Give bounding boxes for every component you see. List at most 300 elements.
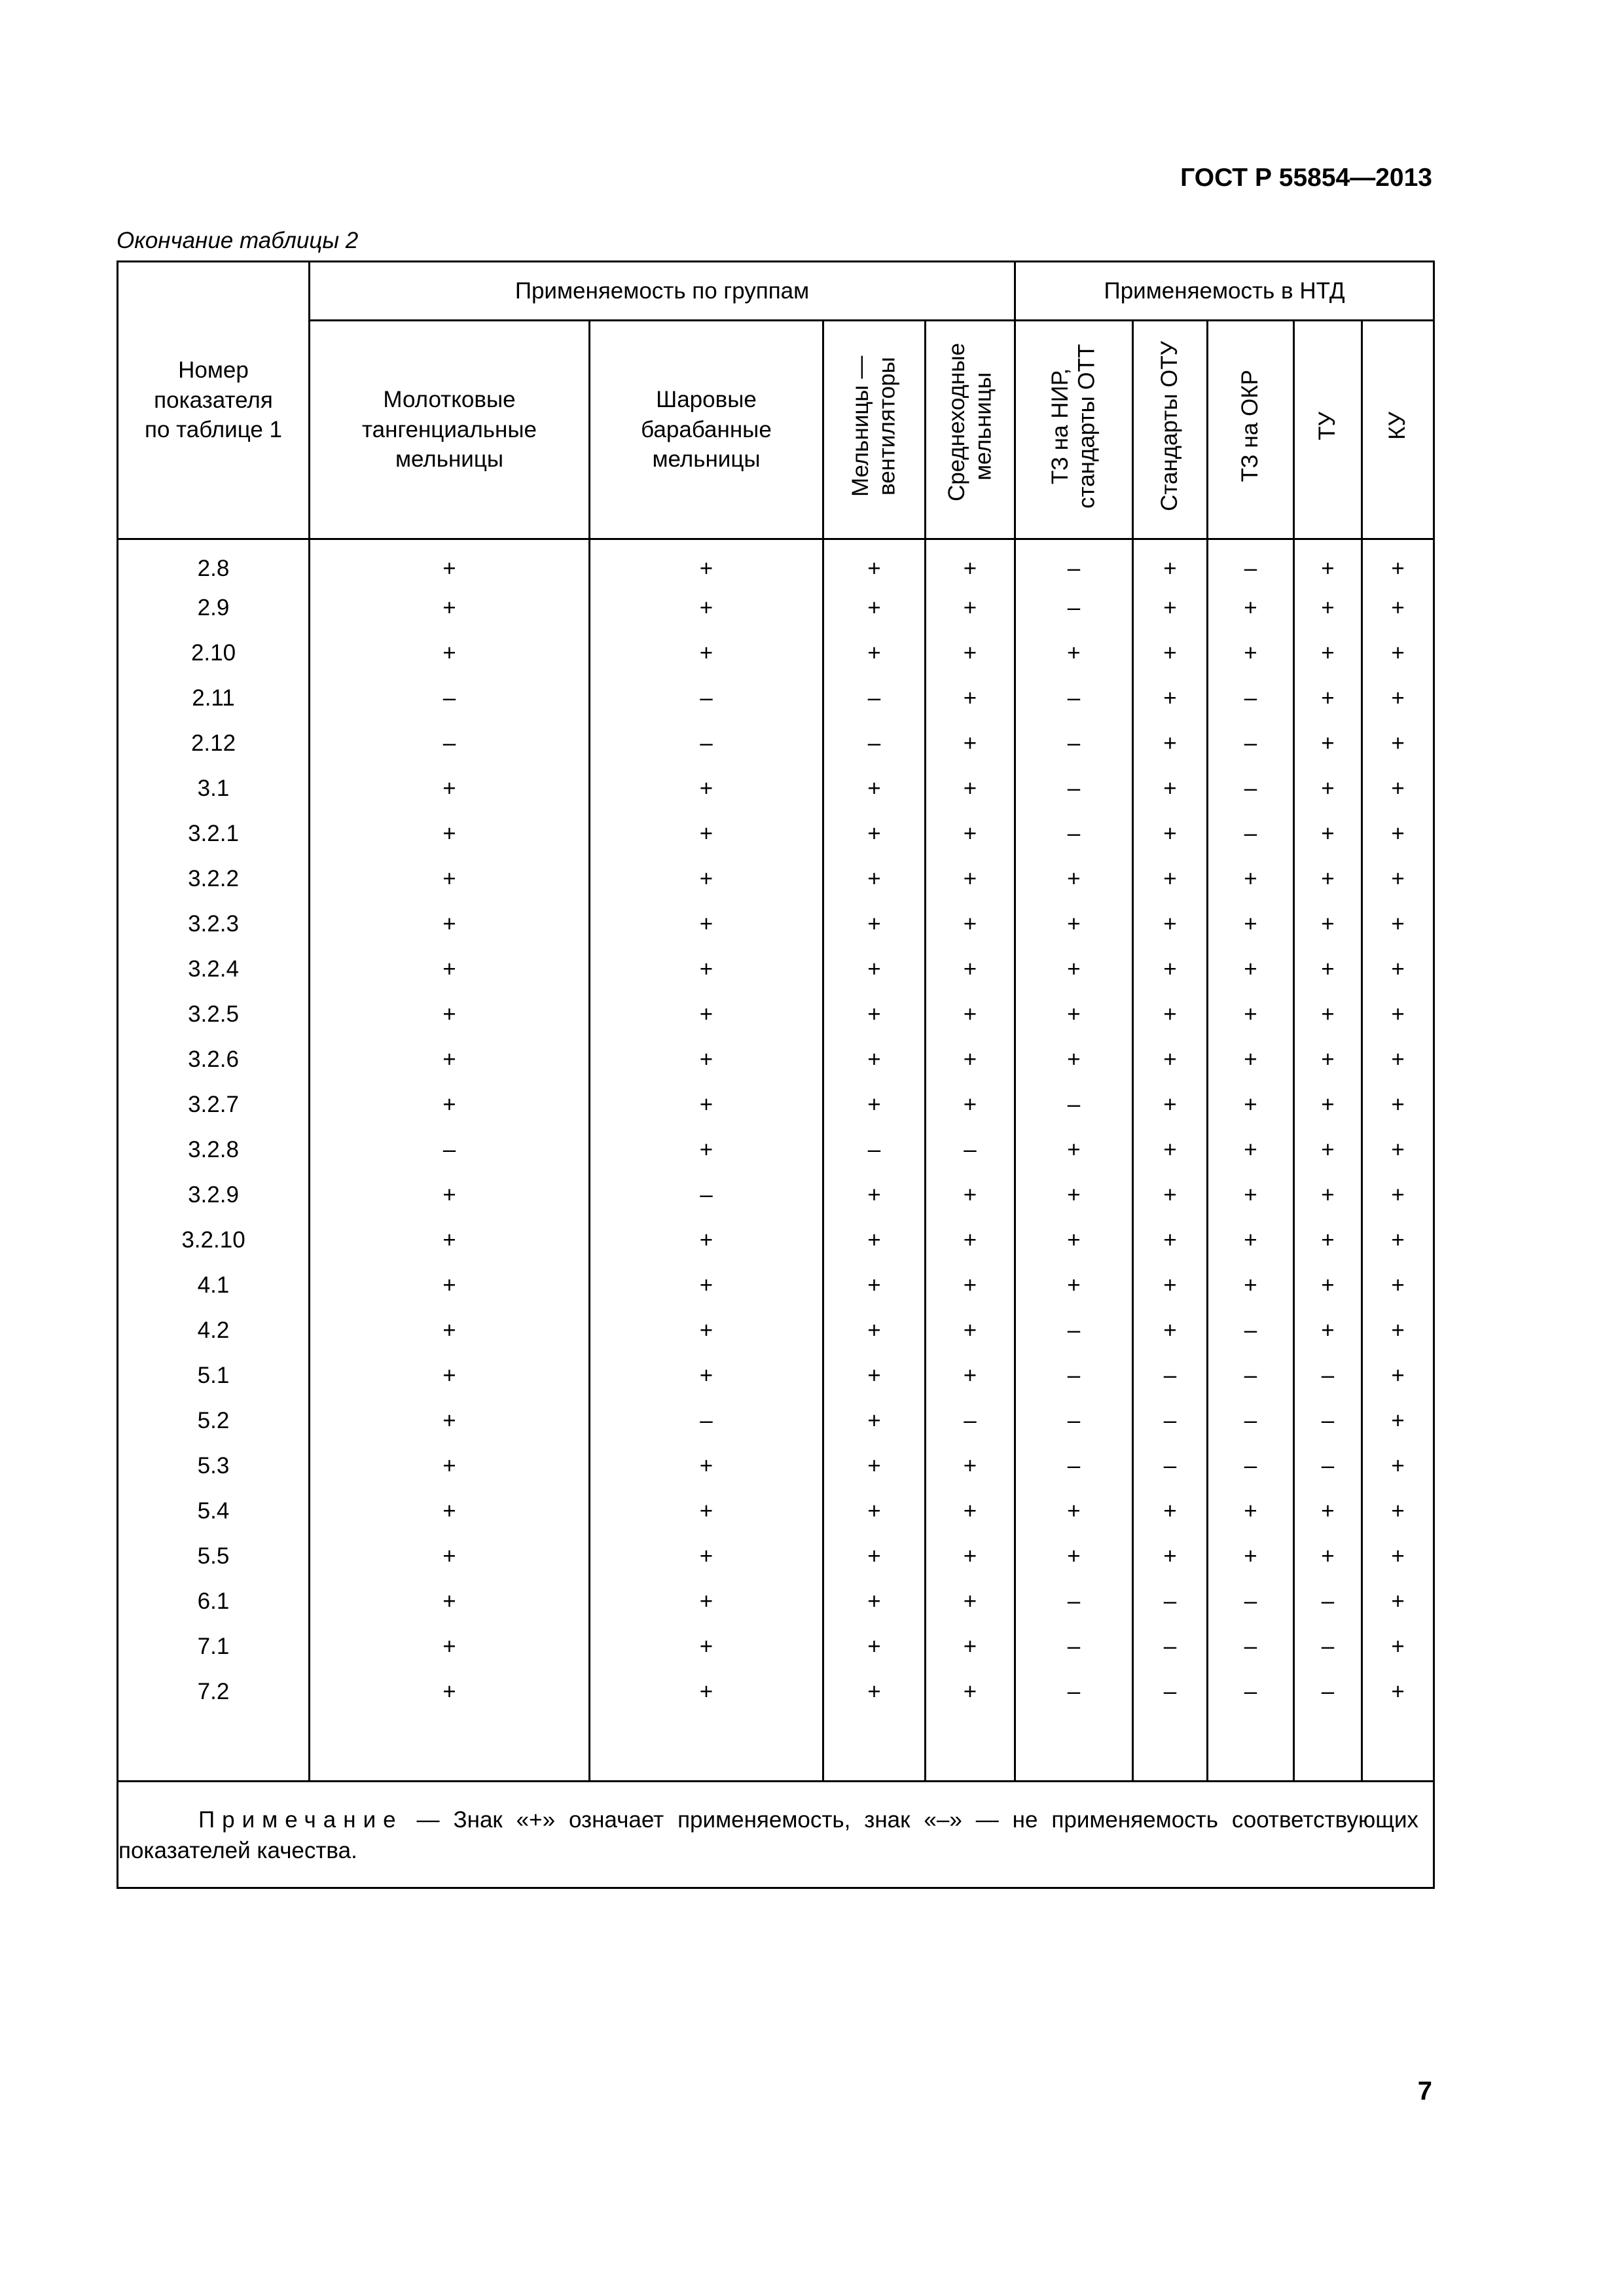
- row-index: 3.2.6: [118, 1037, 310, 1082]
- applicability-cell: +: [1133, 811, 1208, 856]
- applicability-cell: +: [1133, 992, 1208, 1037]
- applicability-cell: +: [1208, 901, 1294, 946]
- applicability-cell: –: [1133, 1579, 1208, 1624]
- applicability-cell: +: [310, 1037, 590, 1082]
- applicability-cell: +: [1294, 901, 1362, 946]
- standard-code: ГОСТ Р 55854—2013: [1180, 164, 1432, 192]
- applicability-cell: +: [1133, 1488, 1208, 1534]
- empty-cell: [823, 1714, 926, 1782]
- applicability-cell: –: [1015, 1353, 1133, 1398]
- table-row: [118, 901, 1434, 946]
- applicability-cell: +: [1015, 630, 1133, 675]
- applicability-cell: +: [1208, 1217, 1294, 1263]
- applicability-cell: +: [310, 1082, 590, 1127]
- applicability-cell: –: [1015, 721, 1133, 766]
- table-row: [118, 1443, 1434, 1488]
- applicability-cell: +: [926, 721, 1015, 766]
- applicability-cell: +: [823, 1308, 926, 1353]
- applicability-cell: +: [1208, 992, 1294, 1037]
- applicability-cell: +: [1015, 1037, 1133, 1082]
- applicability-cell: +: [823, 992, 926, 1037]
- page-number: 7: [1417, 2077, 1432, 2106]
- applicability-cell: +: [823, 766, 926, 811]
- applicability-cell: +: [1133, 856, 1208, 901]
- table-row: [118, 992, 1434, 1037]
- empty-cell: [1362, 1714, 1434, 1782]
- table-row: [118, 1669, 1434, 1714]
- applicability-cell: +: [1133, 675, 1208, 721]
- applicability-cell: +: [310, 992, 590, 1037]
- applicability-cell: +: [1133, 721, 1208, 766]
- applicability-cell: +: [1133, 1172, 1208, 1217]
- applicability-cell: +: [1362, 1217, 1434, 1263]
- applicability-cell: +: [1208, 1172, 1294, 1217]
- applicability-cell: +: [1294, 992, 1362, 1037]
- applicability-cell: +: [1015, 856, 1133, 901]
- applicability-cell: +: [1294, 675, 1362, 721]
- applicability-cell: –: [1015, 1308, 1133, 1353]
- applicability-cell: +: [1133, 1534, 1208, 1579]
- applicability-cell: +: [926, 1624, 1015, 1669]
- applicability-cell: +: [1362, 1398, 1434, 1443]
- filler-row: [118, 1714, 1434, 1782]
- applicability-cell: –: [1294, 1398, 1362, 1443]
- applicability-cell: +: [590, 1579, 823, 1624]
- row-index: 5.5: [118, 1534, 310, 1579]
- applicability-cell: +: [926, 1669, 1015, 1714]
- row-index: 5.1: [118, 1353, 310, 1398]
- col-index-header: [118, 262, 310, 539]
- applicability-cell: +: [1133, 1037, 1208, 1082]
- applicability-cell: +: [1362, 1037, 1434, 1082]
- applicability-cell: +: [926, 901, 1015, 946]
- subheader-tz-okr: ТЗ на ОКР: [1208, 321, 1294, 539]
- note-text: — Знак «+» означает применяемость, знак «–» — не применяемость соответствующих показателей качества.: [118, 1806, 1419, 1863]
- applicability-cell: +: [926, 585, 1015, 630]
- empty-cell: [1015, 1714, 1133, 1782]
- applicability-cell: –: [1294, 1579, 1362, 1624]
- applicability-cell: +: [823, 1624, 926, 1669]
- applicability-cell: +: [310, 1488, 590, 1534]
- row-index: 2.8: [118, 539, 310, 586]
- applicability-cell: +: [1133, 1263, 1208, 1308]
- applicability-cell: –: [1015, 585, 1133, 630]
- applicability-cell: +: [1362, 630, 1434, 675]
- applicability-cell: +: [310, 630, 590, 675]
- applicability-cell: +: [926, 1308, 1015, 1353]
- row-index: 2.11: [118, 675, 310, 721]
- applicability-cell: +: [1133, 1217, 1208, 1263]
- row-index: 5.2: [118, 1398, 310, 1443]
- applicability-cell: –: [823, 1127, 926, 1172]
- table-row: [118, 1263, 1434, 1308]
- applicability-cell: +: [1362, 585, 1434, 630]
- applicability-cell: +: [590, 1217, 823, 1263]
- applicability-cell: +: [1208, 1263, 1294, 1308]
- subheader-hammer-mills: Молотковые тангенциальные мельницы: [310, 321, 590, 539]
- applicability-table: [117, 260, 1435, 1889]
- applicability-cell: +: [1208, 856, 1294, 901]
- applicability-cell: +: [590, 585, 823, 630]
- applicability-cell: –: [310, 1127, 590, 1172]
- applicability-cell: +: [1294, 1534, 1362, 1579]
- applicability-cell: +: [1294, 1172, 1362, 1217]
- applicability-cell: +: [1294, 1308, 1362, 1353]
- applicability-cell: –: [1208, 1398, 1294, 1443]
- applicability-cell: +: [590, 1263, 823, 1308]
- table-row: [118, 811, 1434, 856]
- applicability-cell: +: [926, 1263, 1015, 1308]
- applicability-cell: –: [1015, 1624, 1133, 1669]
- applicability-cell: –: [1015, 539, 1133, 586]
- applicability-cell: +: [1133, 1127, 1208, 1172]
- applicability-cell: +: [1362, 901, 1434, 946]
- applicability-cell: +: [926, 1488, 1015, 1534]
- applicability-cell: +: [1362, 1172, 1434, 1217]
- applicability-cell: –: [1294, 1443, 1362, 1488]
- applicability-cell: +: [1294, 585, 1362, 630]
- applicability-cell: +: [1294, 539, 1362, 586]
- applicability-cell: +: [1294, 721, 1362, 766]
- table-note: [118, 1782, 1434, 1888]
- applicability-cell: +: [590, 1353, 823, 1398]
- applicability-cell: –: [1015, 1669, 1133, 1714]
- applicability-cell: +: [823, 811, 926, 856]
- row-index: 3.1: [118, 766, 310, 811]
- applicability-cell: –: [926, 1398, 1015, 1443]
- applicability-cell: –: [1208, 1308, 1294, 1353]
- applicability-cell: –: [1208, 811, 1294, 856]
- applicability-cell: –: [1294, 1669, 1362, 1714]
- applicability-cell: +: [823, 1443, 926, 1488]
- applicability-cell: +: [823, 1263, 926, 1308]
- applicability-cell: –: [1208, 1353, 1294, 1398]
- subheader-ku: КУ: [1362, 321, 1434, 539]
- table-row: [118, 1353, 1434, 1398]
- applicability-cell: +: [590, 1488, 823, 1534]
- applicability-cell: –: [1015, 675, 1133, 721]
- applicability-cell: +: [1208, 1534, 1294, 1579]
- applicability-cell: +: [1208, 585, 1294, 630]
- applicability-cell: –: [1133, 1443, 1208, 1488]
- applicability-cell: –: [590, 1172, 823, 1217]
- applicability-cell: +: [310, 1579, 590, 1624]
- applicability-cell: +: [1133, 630, 1208, 675]
- row-index: 6.1: [118, 1579, 310, 1624]
- applicability-cell: +: [823, 539, 926, 586]
- row-index: 3.2.8: [118, 1127, 310, 1172]
- applicability-cell: +: [310, 1263, 590, 1308]
- applicability-cell: +: [926, 1172, 1015, 1217]
- applicability-cell: +: [926, 946, 1015, 992]
- table-row: [118, 1534, 1434, 1579]
- applicability-cell: +: [823, 946, 926, 992]
- applicability-cell: +: [1015, 1172, 1133, 1217]
- table-row: [118, 1579, 1434, 1624]
- applicability-cell: +: [1294, 1488, 1362, 1534]
- empty-cell: [590, 1714, 823, 1782]
- table-row: [118, 585, 1434, 630]
- row-index: 3.2.4: [118, 946, 310, 992]
- table-row: [118, 1172, 1434, 1217]
- applicability-cell: +: [1362, 1534, 1434, 1579]
- applicability-cell: +: [1208, 1127, 1294, 1172]
- applicability-cell: +: [310, 1443, 590, 1488]
- applicability-cell: +: [590, 1669, 823, 1714]
- applicability-cell: +: [823, 1398, 926, 1443]
- applicability-cell: +: [310, 1534, 590, 1579]
- applicability-cell: +: [1294, 1127, 1362, 1172]
- applicability-cell: +: [590, 1624, 823, 1669]
- row-index: 3.2.3: [118, 901, 310, 946]
- applicability-cell: +: [926, 856, 1015, 901]
- table-row: [118, 1488, 1434, 1534]
- applicability-cell: +: [823, 585, 926, 630]
- applicability-cell: +: [1294, 1037, 1362, 1082]
- applicability-cell: +: [310, 766, 590, 811]
- applicability-cell: +: [1362, 766, 1434, 811]
- applicability-cell: +: [590, 811, 823, 856]
- applicability-cell: +: [1015, 992, 1133, 1037]
- applicability-cell: +: [1133, 946, 1208, 992]
- applicability-cell: +: [823, 856, 926, 901]
- empty-cell: [118, 1714, 310, 1782]
- row-index: 2.10: [118, 630, 310, 675]
- applicability-cell: –: [1294, 1353, 1362, 1398]
- applicability-cell: +: [1362, 721, 1434, 766]
- table-row: [118, 766, 1434, 811]
- applicability-cell: +: [310, 1353, 590, 1398]
- applicability-cell: +: [1362, 1488, 1434, 1534]
- applicability-cell: +: [310, 1308, 590, 1353]
- row-index: 4.2: [118, 1308, 310, 1353]
- applicability-cell: +: [1362, 1579, 1434, 1624]
- applicability-cell: –: [823, 675, 926, 721]
- table-row: [118, 856, 1434, 901]
- applicability-cell: +: [926, 1353, 1015, 1398]
- applicability-cell: +: [1362, 992, 1434, 1037]
- applicability-cell: +: [926, 630, 1015, 675]
- applicability-cell: –: [1133, 1669, 1208, 1714]
- applicability-cell: –: [1208, 1669, 1294, 1714]
- row-index: 7.1: [118, 1624, 310, 1669]
- empty-cell: [1133, 1714, 1208, 1782]
- applicability-cell: –: [1208, 721, 1294, 766]
- applicability-cell: +: [823, 1082, 926, 1127]
- applicability-cell: +: [590, 539, 823, 586]
- applicability-cell: –: [1208, 1624, 1294, 1669]
- table-row: [118, 1308, 1434, 1353]
- applicability-cell: +: [1133, 539, 1208, 586]
- applicability-cell: +: [590, 1443, 823, 1488]
- applicability-cell: +: [1362, 1353, 1434, 1398]
- applicability-cell: +: [823, 1217, 926, 1263]
- applicability-cell: +: [823, 1353, 926, 1398]
- applicability-cell: +: [310, 856, 590, 901]
- applicability-cell: +: [1362, 811, 1434, 856]
- applicability-cell: +: [310, 539, 590, 586]
- applicability-cell: +: [1294, 766, 1362, 811]
- applicability-cell: +: [926, 675, 1015, 721]
- applicability-cell: +: [926, 1534, 1015, 1579]
- applicability-cell: +: [310, 1669, 590, 1714]
- row-index: 3.2.5: [118, 992, 310, 1037]
- applicability-cell: +: [823, 1488, 926, 1534]
- applicability-cell: +: [1362, 946, 1434, 992]
- applicability-cell: +: [1362, 1669, 1434, 1714]
- applicability-cell: +: [1362, 1443, 1434, 1488]
- applicability-cell: –: [1015, 1443, 1133, 1488]
- applicability-cell: +: [1015, 1127, 1133, 1172]
- applicability-cell: +: [823, 1037, 926, 1082]
- empty-cell: [926, 1714, 1015, 1782]
- group-header-groups: Применяемость по группам: [310, 262, 1015, 321]
- applicability-cell: +: [1015, 1263, 1133, 1308]
- row-index: 2.12: [118, 721, 310, 766]
- applicability-cell: +: [1133, 1308, 1208, 1353]
- empty-cell: [1208, 1714, 1294, 1782]
- applicability-cell: +: [823, 1534, 926, 1579]
- applicability-cell: +: [926, 811, 1015, 856]
- applicability-cell: +: [590, 1037, 823, 1082]
- note-label: Примечание: [198, 1806, 403, 1833]
- applicability-cell: –: [1208, 675, 1294, 721]
- row-index: 2.9: [118, 585, 310, 630]
- table-row: [118, 1037, 1434, 1082]
- subheader-ball-mills: Шаровые барабанные мельницы: [590, 321, 823, 539]
- applicability-cell: +: [1208, 1082, 1294, 1127]
- applicability-cell: +: [1208, 946, 1294, 992]
- applicability-cell: –: [1133, 1624, 1208, 1669]
- row-index: 4.1: [118, 1263, 310, 1308]
- applicability-cell: +: [1294, 630, 1362, 675]
- table-caption: Окончание таблицы 2: [117, 228, 359, 253]
- applicability-cell: +: [590, 766, 823, 811]
- applicability-cell: +: [926, 539, 1015, 586]
- applicability-cell: –: [926, 1127, 1015, 1172]
- applicability-cell: –: [1208, 1579, 1294, 1624]
- subheader-medium-speed-mills: Среднеходные мельницы: [926, 321, 1015, 539]
- applicability-cell: +: [590, 901, 823, 946]
- applicability-cell: –: [590, 1398, 823, 1443]
- applicability-cell: –: [310, 675, 590, 721]
- applicability-cell: +: [1208, 630, 1294, 675]
- applicability-cell: –: [1133, 1398, 1208, 1443]
- row-index: 3.2.2: [118, 856, 310, 901]
- applicability-cell: +: [1133, 585, 1208, 630]
- applicability-cell: +: [1015, 946, 1133, 992]
- subheader-tu: ТУ: [1294, 321, 1362, 539]
- applicability-cell: +: [1015, 901, 1133, 946]
- row-index: 3.2.1: [118, 811, 310, 856]
- applicability-cell: +: [823, 1172, 926, 1217]
- table-row: [118, 946, 1434, 992]
- applicability-cell: +: [1294, 1082, 1362, 1127]
- applicability-cell: –: [1015, 1398, 1133, 1443]
- applicability-cell: +: [590, 856, 823, 901]
- applicability-cell: –: [310, 721, 590, 766]
- applicability-cell: +: [1294, 811, 1362, 856]
- applicability-cell: +: [823, 1669, 926, 1714]
- applicability-cell: +: [1208, 1488, 1294, 1534]
- applicability-cell: +: [1015, 1217, 1133, 1263]
- applicability-cell: +: [926, 1217, 1015, 1263]
- applicability-cell: +: [310, 1172, 590, 1217]
- applicability-cell: +: [590, 992, 823, 1037]
- applicability-cell: +: [1362, 1263, 1434, 1308]
- applicability-cell: +: [1362, 1127, 1434, 1172]
- applicability-cell: –: [1015, 811, 1133, 856]
- applicability-cell: +: [1294, 946, 1362, 992]
- applicability-cell: +: [1294, 856, 1362, 901]
- row-index: 5.3: [118, 1443, 310, 1488]
- applicability-cell: –: [1208, 539, 1294, 586]
- applicability-cell: +: [1015, 1534, 1133, 1579]
- applicability-cell: +: [1362, 675, 1434, 721]
- applicability-cell: +: [310, 1217, 590, 1263]
- applicability-cell: –: [1294, 1624, 1362, 1669]
- applicability-cell: +: [823, 901, 926, 946]
- table-row: [118, 630, 1434, 675]
- applicability-cell: +: [1362, 856, 1434, 901]
- applicability-cell: +: [926, 1082, 1015, 1127]
- applicability-cell: +: [1362, 1624, 1434, 1669]
- applicability-cell: +: [310, 1398, 590, 1443]
- table-row: [118, 1624, 1434, 1669]
- col-index-header-text: Номер показателя по таблице 1: [145, 357, 282, 443]
- applicability-cell: +: [926, 1443, 1015, 1488]
- applicability-cell: –: [1133, 1353, 1208, 1398]
- applicability-cell: +: [1133, 901, 1208, 946]
- table-row: [118, 1398, 1434, 1443]
- subheader-otu-standards: Стандарты ОТУ: [1133, 321, 1208, 539]
- applicability-cell: +: [310, 1624, 590, 1669]
- applicability-cell: +: [590, 1534, 823, 1579]
- applicability-cell: +: [926, 766, 1015, 811]
- table-row: [118, 721, 1434, 766]
- applicability-cell: +: [310, 901, 590, 946]
- applicability-cell: –: [1015, 1579, 1133, 1624]
- row-index: 5.4: [118, 1488, 310, 1534]
- applicability-cell: +: [310, 585, 590, 630]
- applicability-cell: +: [1208, 1037, 1294, 1082]
- table-row: [118, 1217, 1434, 1263]
- applicability-cell: +: [1133, 1082, 1208, 1127]
- applicability-cell: +: [926, 992, 1015, 1037]
- applicability-cell: –: [590, 675, 823, 721]
- applicability-cell: –: [590, 721, 823, 766]
- group-header-ntd: Применяемость в НТД: [1015, 262, 1434, 321]
- empty-cell: [310, 1714, 590, 1782]
- applicability-cell: +: [1294, 1217, 1362, 1263]
- subheader-fan-mills: Мельницы — вентиляторы: [823, 321, 926, 539]
- empty-cell: [1294, 1714, 1362, 1782]
- applicability-cell: –: [823, 721, 926, 766]
- applicability-cell: +: [310, 811, 590, 856]
- applicability-cell: +: [1362, 539, 1434, 586]
- applicability-cell: +: [590, 1308, 823, 1353]
- table-row: [118, 539, 1434, 586]
- table-row: [118, 675, 1434, 721]
- applicability-cell: +: [1362, 1082, 1434, 1127]
- applicability-cell: +: [590, 1082, 823, 1127]
- subheader-tz-nir: ТЗ на НИР, стандарты ОТТ: [1015, 321, 1133, 539]
- applicability-cell: +: [590, 946, 823, 992]
- applicability-cell: –: [1208, 766, 1294, 811]
- applicability-cell: +: [823, 630, 926, 675]
- applicability-cell: +: [1015, 1488, 1133, 1534]
- applicability-cell: –: [1015, 1082, 1133, 1127]
